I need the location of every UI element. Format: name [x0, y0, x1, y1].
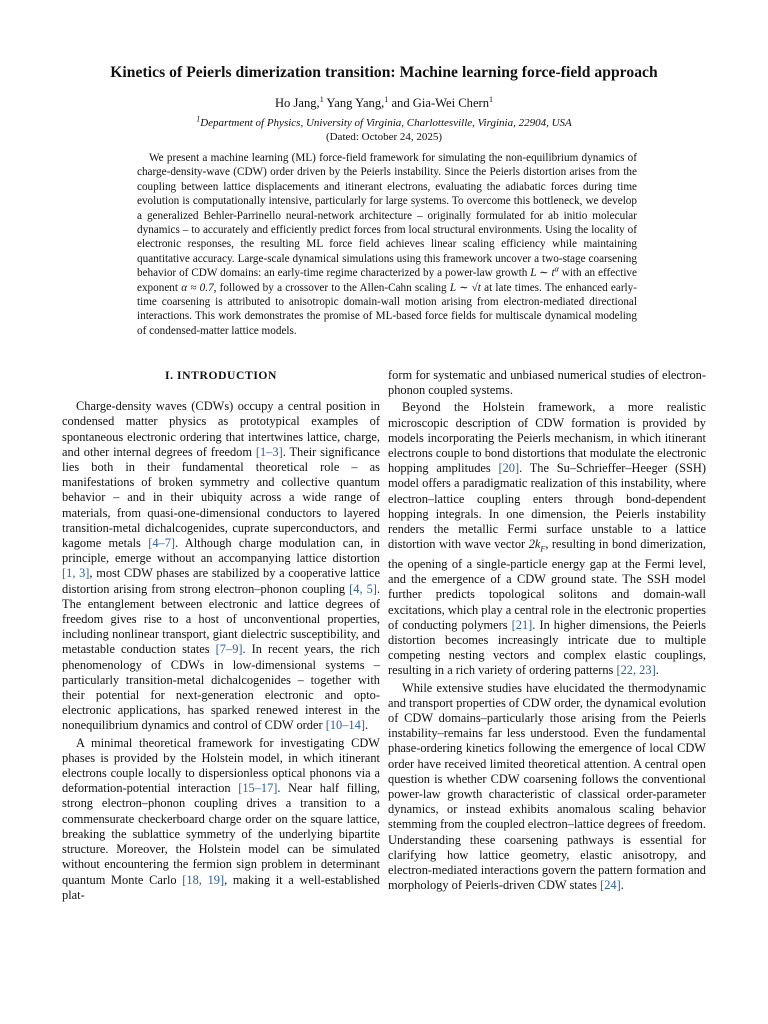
paragraph: form for systematic and unbiased numerical studies of electron-phonon coupled systems.: [388, 368, 706, 398]
paragraph: Charge-density waves (CDWs) occupy a central position in condensed matter physics as prototypical examples of spontaneous electronic ordering that intertwines lattice, charge, and other internal degrees of freedom [1–3]. Their significance lies both in their fundamental theoretical role – as manifestations of broken symmetry and collective quantum behavior – and in their ubiquity across a wide range of materials, from quasi-one-dimensional conductors to layered transition-metal dichalcogenides, cuprate superconductors, and kagome metals [4–7]. Although charge modulation can, in principle, emerge without an accompanying lattice distortion [1, 3], most CDW phases are stabilized by a cooperative lattice distortion arising from strong electron–phonon coupling [4, 5]. The entanglement between electronic and lattice degrees of freedom gives rise to a host of unconventional properties, including nonlinear transport, giant dielectric susceptibility, and metastable conduction states [7–9]. In recent years, the rich phenomenology of CDWs in low-dimensional systems – particularly transition-metal dichalcogenides – together with their potential for next-generation electronic and opto-electronic applications, has sparked renewed interest in the nonequilibrium dynamics and control of CDW order [10–14].: [62, 399, 381, 733]
math-wavevector: $2k_F$: [528, 537, 546, 554]
citation-link[interactable]: [1, 3]: [62, 566, 90, 581]
author-affil-mark: 1: [384, 94, 389, 104]
left-column: [62, 368, 380, 903]
author-name: Ho Jang,: [274, 96, 320, 110]
citation-link[interactable]: [22, 23]: [616, 663, 656, 678]
affiliation-mark: 1: [196, 114, 201, 124]
author-affil-mark: 1: [319, 94, 324, 104]
citation-link[interactable]: [24]: [600, 878, 621, 893]
citation-link[interactable]: [10–14]: [325, 718, 365, 733]
citation-link[interactable]: [18, 19]: [182, 872, 225, 887]
author-name: Yang Yang,: [326, 96, 385, 110]
math-growth-law: L ∼ $t^\alpha$: [530, 264, 559, 280]
citation-link[interactable]: [1–3]: [255, 444, 283, 459]
affiliation: [0, 114, 768, 129]
citation-link[interactable]: [4–7]: [148, 536, 176, 551]
math-exponent: α ≈ 0.7: [181, 281, 214, 294]
paragraph: A minimal theoretical framework for investigating CDW phases is provided by the Holstein model, in which itinerant electrons couple locally to dispersionless optical phonons via a deformation-potential interaction [15–17]. Near half filling, strong electron–phonon coupling drives a transition to a commensurate checkerboard charge order on the square lattice, breaking the sublattice symmetry of the underlying bipartite structure. Moreover, the Holstein model can be simulated without encountering the fermion sign problem in determinant quantum Monte Carlo [18, 19], making it a well-established plat-: [62, 735, 380, 902]
math-allen-cahn: L ∼ √t: [449, 281, 481, 294]
abstract: We present a machine learning (ML) force-field framework for simulating the non-equilibrium dynamics of charge-density-wave (CDW) order driven by the Peierls instability. Since the Peierls distortion arises from the coupling between lattice displacements and itinerant electrons, evaluating the adiabatic forces during time evolution is computationally intensive, particularly for large systems. To overcome this bottleneck, we develop a generalized Behler-Parrinello neural-network architecture – originally formulated for ab initio molecular dynamics – to accurately and efficiently predict forces from local structural environments. Using the locality of electronic responses, the resulting ML force field achieves linear scaling efficiency while maintaining quantitative accuracy. Large-scale dynamical simulations using this framework uncover a two-stage coarsening behavior of CDW domains: an early-time regime characterized by a power-law growth L ∼ $t^\alpha$ with an effective exponent α ≈ 0.7, followed by a crossover to the Allen-Cahn scaling L ∼ √t at late times. The enhanced early-time coarsening is attributed to anisotropic domain-wall motion arising from electron-mediated directional interactions. This work demonstrates the promise of ML-based force fields for multiscale dynamical modeling of condensed-matter lattice models.: [137, 152, 637, 337]
section-heading: I. INTRODUCTION: [164, 369, 278, 382]
date-line: (Dated: October 24, 2025): [325, 131, 443, 143]
citation-link[interactable]: [15–17]: [238, 781, 278, 796]
author-name: and Gia-Wei Chern: [391, 96, 490, 110]
citation-link[interactable]: [7–9]: [215, 642, 243, 657]
citation-link[interactable]: [4, 5]: [349, 581, 377, 596]
paragraph: Beyond the Holstein framework, a more realistic microscopic description of CDW formation is provided by models incorporating the Peierls mechanism, in which itinerant electrons couple to bond distortions that modulate the electronic hopping amplitudes [20]. The Su–Schrieffer–Heeger (SSH) model offers a paradigmatic realization of this instability, where electron–lattice coupling enters through bond-dependent hopping integrals. In one dimension, the Peierls instability renders the metallic Fermi surface unstable to a lattice distortion with wave vector $2k_F$, resulting in bond dimerization, the opening of a single-particle energy gap at the Fermi level, and the emergence of a CDW ground state. The SSH model further predicts topological solitons and domain-wall excitations, which play a central role in the electronic properties of conducting polymers [21]. In higher dimensions, the Peierls distortion becomes increasingly intricate due to multiple competing nesting vectors and complex elastic couplings, resulting in a rich variety of ordering patterns [22, 23].: [388, 400, 707, 678]
author-affil-mark: 1: [489, 94, 494, 104]
citation-link[interactable]: [20]: [498, 461, 520, 476]
right-column: [388, 368, 706, 893]
paragraph: While extensive studies have elucidated the thermodynamic and transport properties of CDW order, the dynamical evolution of CDW domains–particularly those arising from the Peierls instability–remains far less understood. Even the fundamental phase-ordering kinetics following the emergence of local CDW order have received limited theoretical attention. A central open question is whether CDW coarsening follows the conventional power-law growth characteristic of classical order-parameter dynamics, or instead exhibits anomalous scaling behavior stemming from the coupled electron–lattice degrees of freedom. Understanding these coarsening pathways is essential for clarifying how lattice geometry, elastic anisotropy, and electron-mediated interactions govern the pattern formation and morphology of Peierls-driven CDW states [24].: [388, 680, 706, 893]
affiliation-text: Department of Physics, University of Virginia, Charlottesville, Virginia, 22904, USA: [200, 117, 572, 129]
author-list: [0, 96, 768, 111]
citation-link[interactable]: [21]: [511, 617, 533, 632]
paper-title: Kinetics of Peierls dimerization transition: Machine learning force-field approach: [110, 64, 658, 81]
